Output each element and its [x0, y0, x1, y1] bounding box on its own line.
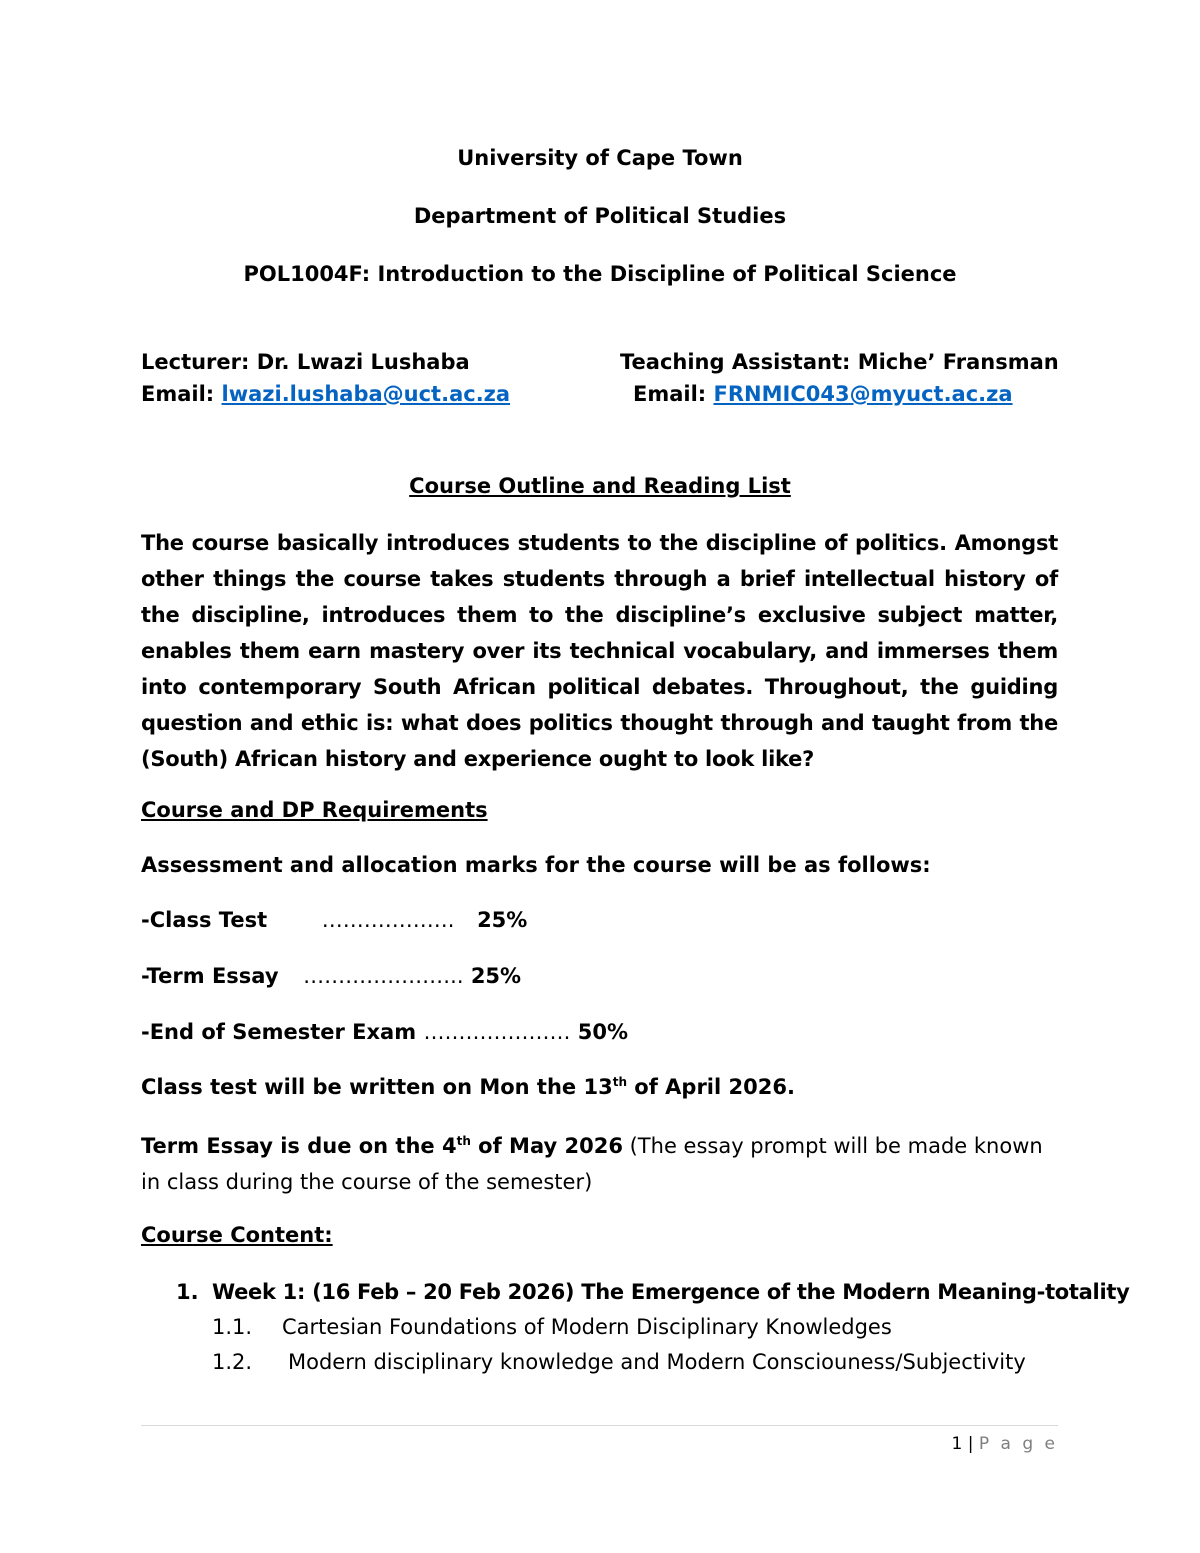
- week-1-title: Week 1: (16 Feb – 20 Feb 2026) The Emergence of the Modern Meaning-totality: [212, 1280, 1130, 1304]
- assessment-label: -Class Test: [141, 908, 268, 932]
- assessment-item-class-test: [141, 908, 527, 932]
- ta-email-line: [633, 382, 1013, 406]
- ta-line: [620, 350, 1059, 374]
- ta-name: Miche’ Fransman: [857, 350, 1059, 374]
- assessment-dots: …………………: [423, 1020, 571, 1044]
- lecturer-email-link[interactable]: lwazi.lushaba@uct.ac.za: [221, 382, 511, 406]
- course-content-heading: Course Content:: [141, 1223, 333, 1247]
- department-title: Department of Political Studies: [413, 204, 787, 228]
- footer-divider: [141, 1425, 1058, 1426]
- assessment-value: 50%: [577, 1020, 629, 1044]
- subitem-number: 1.2.: [212, 1350, 253, 1374]
- page-separator: |: [967, 1434, 974, 1454]
- requirements-heading: Course and DP Requirements: [141, 798, 488, 822]
- outline-title: Course Outline and Reading List: [409, 474, 791, 498]
- ta-email-link[interactable]: FRNMIC043@myuct.ac.za: [713, 382, 1013, 406]
- page-number: 1: [951, 1434, 963, 1454]
- course-intro-paragraph: The course basically introduces students to the discipline of politics. Amongst other things the course takes students through a brief intellectual history of the discipline, introduces them to the discipline’s exclusive subject matter, enables them earn mastery over its technical vocabulary, and immerses them into contemporary South African political debates. Throughout, the guiding question and ethic is: what does politics thought through and taught from the (South) African history and experience ought to look like?: [141, 531, 1058, 771]
- course-title: POL1004F: Introduction to the Discipline of Political Science: [243, 262, 957, 286]
- essay-text: Term Essay is due on the 4: [141, 1134, 457, 1158]
- lecturer-email-label: Email:: [141, 382, 215, 406]
- assessment-value: 25%: [477, 908, 528, 932]
- ta-label: Teaching Assistant:: [620, 350, 851, 374]
- essay-date: of May 2026: [470, 1134, 623, 1158]
- lecturer-label: Lecturer:: [141, 350, 250, 374]
- subitem-text: Modern disciplinary knowledge and Modern Consciouness/Subjectivity: [288, 1350, 1026, 1374]
- assessment-label: -Term Essay: [141, 964, 279, 988]
- assessment-label: -End of Semester Exam: [141, 1020, 417, 1044]
- class-test-sup: th: [612, 1075, 627, 1089]
- class-test-text-end: of April 2026.: [626, 1075, 795, 1099]
- assessment-value: 25%: [470, 964, 522, 988]
- essay-sup: th: [456, 1134, 471, 1148]
- subitem-text: Cartesian Foundations of Modern Disciplinary Knowledges: [282, 1315, 892, 1339]
- assessment-dots: …………………..: [303, 964, 464, 988]
- lecturer-email-line: [141, 382, 510, 406]
- term-essay-due: [141, 1128, 1058, 1200]
- assessment-item-exam: [141, 1020, 628, 1044]
- class-test-date: [141, 1075, 795, 1099]
- assessment-dots: ……………….: [321, 908, 455, 932]
- lecturer-name: Dr. Lwazi Lushaba: [256, 350, 470, 374]
- class-test-text: Class test will be written on Mon the 13: [141, 1075, 613, 1099]
- ta-email-label: Email:: [633, 382, 707, 406]
- university-title: University of Cape Town: [457, 146, 743, 170]
- subitem-number: 1.1.: [212, 1315, 253, 1339]
- essay-note: (The essay prompt will be made known in class during the course of the semester): [141, 1134, 1043, 1194]
- page-footer: [951, 1434, 1058, 1454]
- assessment-item-term-essay: [141, 964, 521, 988]
- assessment-intro: Assessment and allocation marks for the course will be as follows:: [141, 853, 931, 877]
- week-1-number: 1.: [176, 1280, 199, 1304]
- page-label: P a g e: [978, 1434, 1058, 1454]
- lecturer-line: [141, 350, 470, 374]
